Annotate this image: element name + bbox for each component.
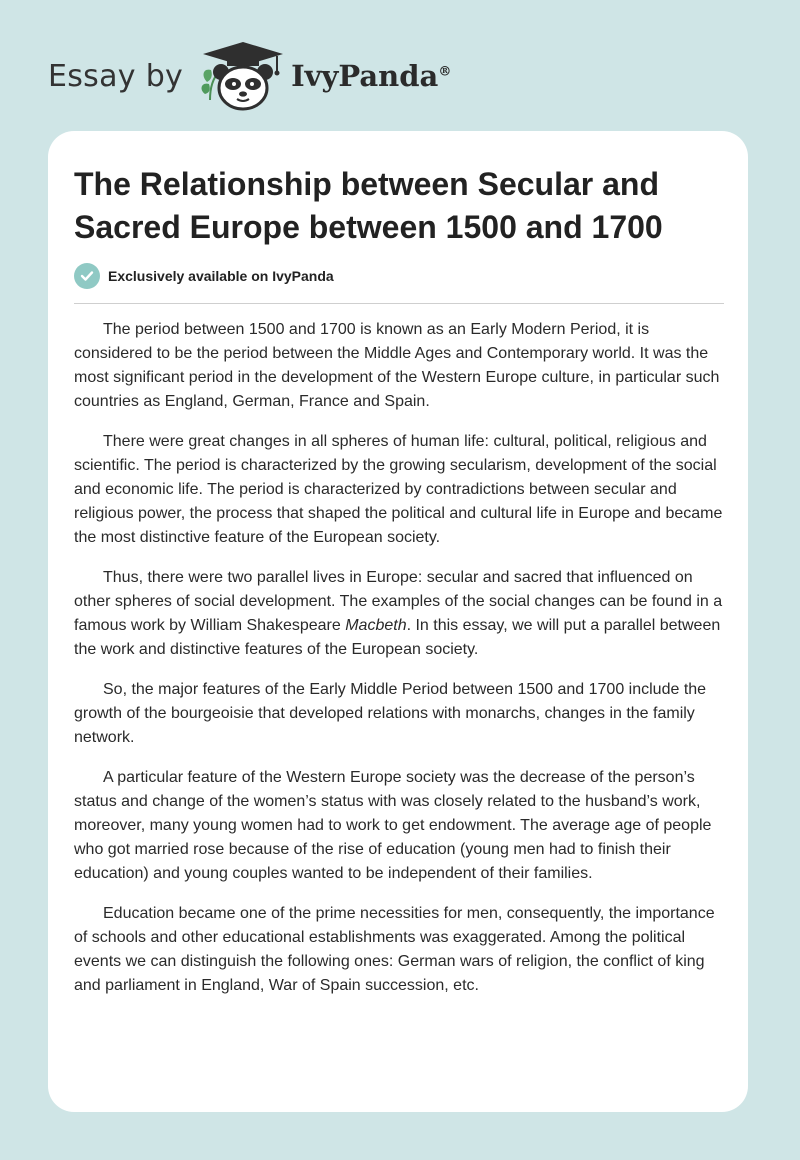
essay-card <box>48 131 748 1112</box>
divider <box>74 303 724 304</box>
paragraph-5: A particular feature of the Western Europe society was the decrease of the person’s status and change of the women’s status with was closely related to the husband’s work, moreover, many young women had to work to get endowment. The average age of people who got married rose because of the rise of education (young men had to finish their education) and young couples wanted to be independent of their families. <box>74 769 712 882</box>
exclusive-badge-label: Exclusively available on IvyPanda <box>108 268 334 284</box>
exclusive-badge <box>74 263 334 289</box>
brand-name[interactable]: IvyPanda® <box>291 59 452 93</box>
essay-by-label: Essay by <box>48 58 184 94</box>
paragraph-1: The period between 1500 and 1700 is known as an Early Modern Period, it is considered to be the period between the Middle Ages and Contemporary world. It was the most significant period in the development of the Western Europe culture, in particular such countries as England, German, France and Spain. <box>74 321 720 410</box>
essay-body <box>74 318 726 1014</box>
paragraph-6: Education became one of the prime necessities for men, consequently, the importance of schools and other educational establishments was exaggerated. Among the political events we can distinguish the following ones: German wars of religion, the conflict of king and parliament in England, War of Spain succession, etc. <box>74 905 715 994</box>
paragraph-4: So, the major features of the Early Middle Period between 1500 and 1700 include the growth of the bourgeoisie that developed relations with monarchs, changes in the family network. <box>74 681 707 746</box>
checkmark-icon <box>74 263 100 289</box>
site-header <box>48 36 508 116</box>
macbeth-title: Macbeth <box>345 617 407 634</box>
paragraph-3: Thus, there were two parallel lives in Europe: secular and sacred that influenced on other spheres of social development. The examples of the social changes can be found in a famous work by William Shakespeare Macbeth. In this essay, we will put a parallel between the work and distinctive features of the European society. <box>74 569 723 658</box>
paragraph-2: There were great changes in all spheres of human life: cultural, political, religious and scientific. The period is characterized by the growing secularism, development of the social and economic life. The period is characterized by contradictions between secular and religious power, the process that shaped the political and cultural life in Europe and became the most distinctive feature of the European society. <box>74 433 723 546</box>
essay-title: The Relationship between Secular and Sacred Europe between 1500 and 1700 <box>74 166 663 245</box>
ivypanda-logo-icon[interactable] <box>197 38 289 114</box>
registered-mark: ® <box>438 64 452 80</box>
